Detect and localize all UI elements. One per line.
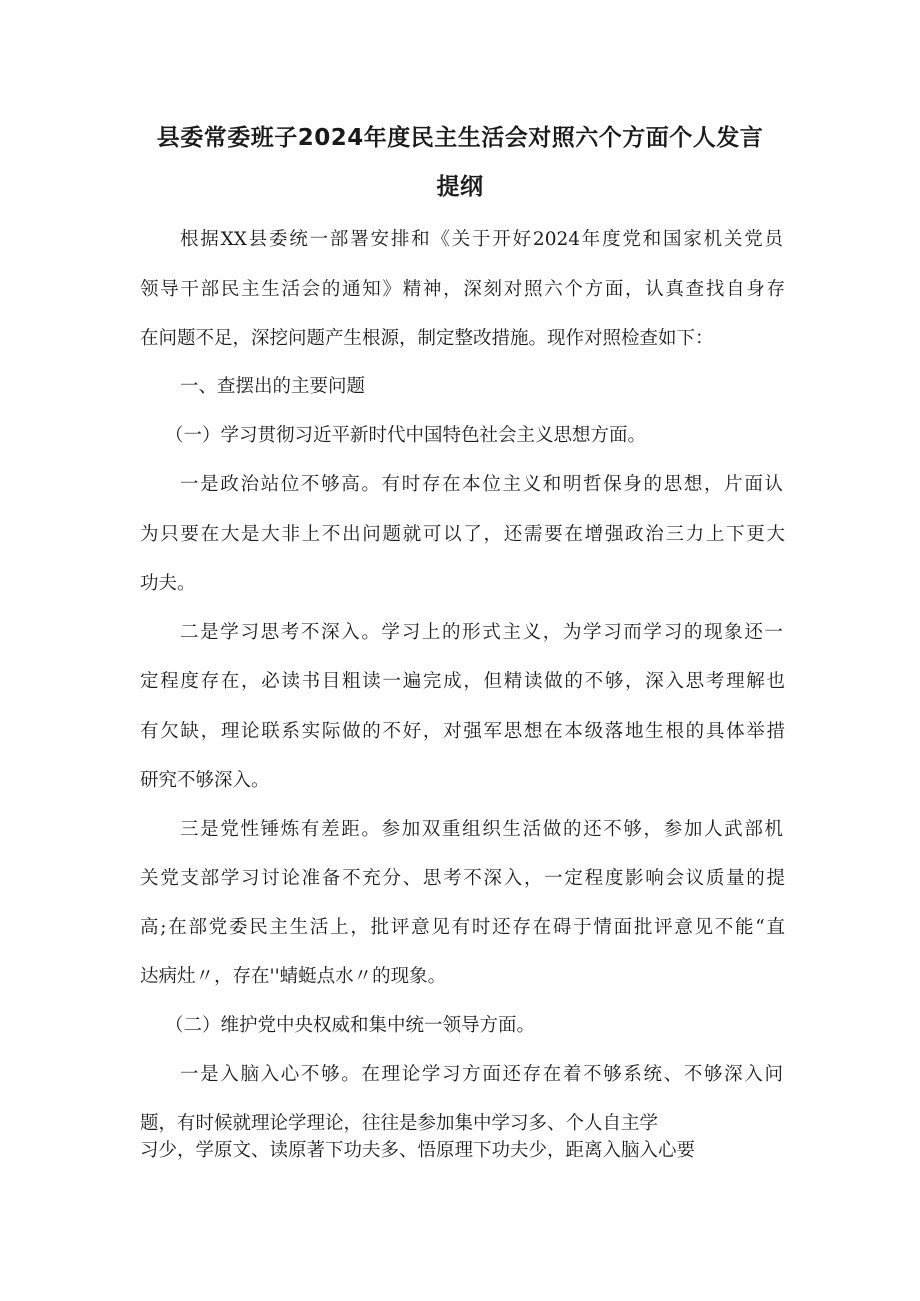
paragraph-line: 研究不够深入。 [140, 770, 270, 791]
paragraph-line: 三是党性锤炼有差距。参加双重组织生活做的还不够，参加人武部机 [180, 819, 783, 840]
paragraph-line: 领导干部民主生活会的通知》精神，深刻对照六个方面，认真查找自身存 [140, 279, 785, 300]
paragraph-line: 在问题不足，深挖问题产生根源，制定整改措施。现作对照检查如下： [140, 328, 714, 349]
paragraph-line: 功夫。 [140, 573, 196, 594]
paragraph-line: 有欠缺，理论联系实际做的不好，对强军思想在本级落地生根的具体举措 [140, 721, 785, 742]
paragraph-line: 为只要在大是大非上不出问题就可以了，还需要在增强政治三力上下更大 [140, 524, 785, 545]
paragraph-line: 题，有时候就理论学理论，往往是参加集中学习多、个人自主学 [140, 1113, 659, 1134]
paragraph-line: 一是入脑入心不够。在理论学习方面还存在着不够系统、不够深入问 [180, 1064, 783, 1085]
paragraph-line: 关党支部学习讨论准备不充分、思考不深入，一定程度影响会议质量的提 [140, 868, 785, 889]
subsection-heading: （一）学习贯彻习近平新时代中国特色社会主义思想方面。 [165, 425, 647, 446]
document-title-line-2: 提纲 [436, 174, 484, 200]
paragraph-line: 习少，学原文、读原著下功夫多、悟原理下功夫少，距离入脑入心要 [140, 1140, 696, 1161]
paragraph-line: 根据XX县委统一部署安排和《关于开好2024年度党和国家机关党员 [180, 229, 783, 250]
section-heading: 一、查摆出的主要问题 [180, 376, 366, 397]
paragraph-line: 定程度存在，必读书目粗读一遍完成，但精读做的不够，深入思考理解也 [140, 671, 785, 692]
paragraph-line: 达病灶〃，存在''蜻蜓点水〃的现象。 [140, 966, 447, 987]
subsection-heading: （二）维护党中央权威和集中统一领导方面。 [165, 1015, 536, 1036]
paragraph-line: 高;在部党委民主生活上，批评意见有时还存在碍于情面批评意见不能“直 [140, 917, 785, 938]
paragraph-line: 二是学习思考不深入。学习上的形式主义，为学习而学习的现象还一 [180, 622, 783, 643]
document-title-line-1: 县委常委班子2024年度民主生活会对照六个方面个人发言 [156, 125, 764, 151]
paragraph-line: 一是政治站位不够高。有时存在本位主义和明哲保身的思想，片面认 [180, 474, 783, 495]
